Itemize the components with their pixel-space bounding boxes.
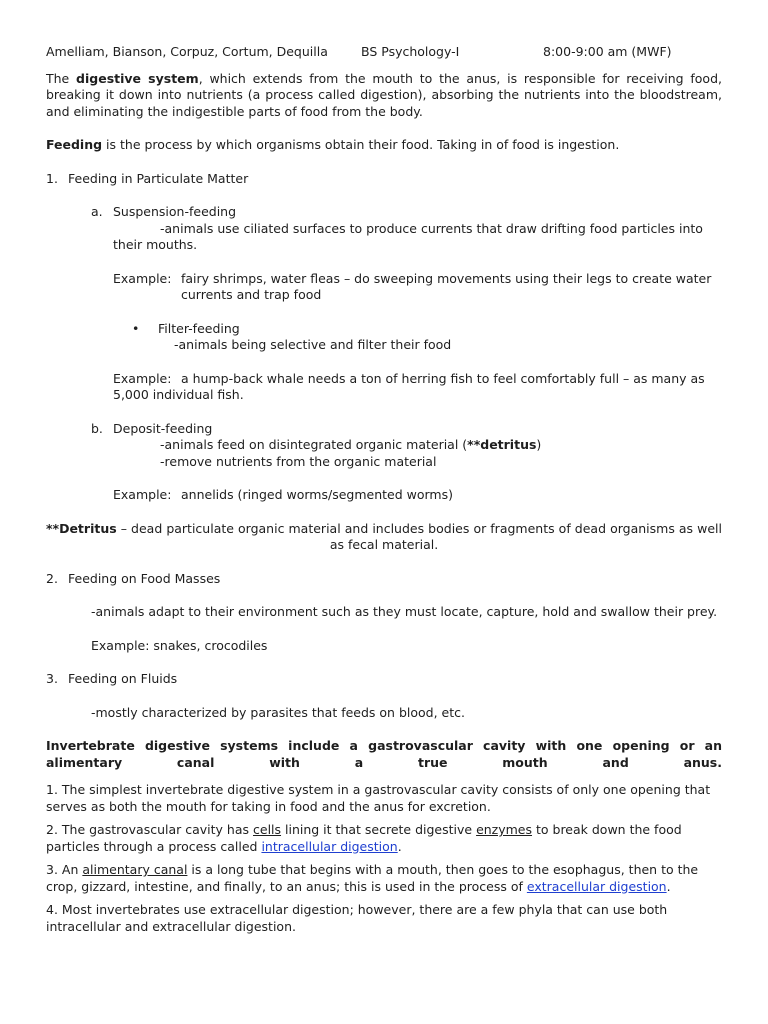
bullet-icon: • (132, 320, 140, 336)
course: BS Psychology-I (361, 44, 460, 59)
invertebrate-point-4: 4. Most invertebrates use extracellular digestion; however, there are a few phyla that can use both intracellular and extracellular digestion. (46, 902, 668, 934)
section-2-heading: 2. Feeding on Food Masses (46, 570, 221, 586)
invertebrate-heading-2: alimentary canal with a true mouth and anus. (46, 754, 722, 770)
filter-feeding-example: Example: a hump-back whale needs a ton of herring fish to feel comfortably full – as many as 5,000 individual fish. (113, 370, 705, 402)
section-3-heading: 3. Feeding on Fluids (46, 671, 178, 686)
alimentary-canal-link[interactable]: alimentary canal (82, 862, 188, 877)
intro-paragraph: The digestive system, which extends from the mouth to the anus, is responsible for receiving food, breaking it down into nutrients (a process called digestion), absorbing the nutrients into the bloodstream, and eliminating the indigestible parts of food from the body. (46, 70, 722, 119)
cells-link[interactable]: cells (253, 822, 282, 837)
detritus-definition-cont: as fecal material. (329, 537, 439, 552)
extracellular-digestion-link[interactable]: extracellular digestion (526, 878, 667, 894)
schedule: 8:00-9:00 am (MWF) (543, 44, 672, 59)
section-2-example: Example: snakes, crocodiles (91, 637, 268, 653)
invertebrate-point-2: 2. The gastrovascular cavity has cells lining it that secrete digestive enzymes to break down the food particles through a process called intracellular digestion. (46, 822, 682, 854)
feeding-term: Feeding (46, 137, 103, 152)
item-a-example: Example: fairy shrimps, water fleas – do sweeping movements using their legs to create water currents and trap food (113, 270, 712, 302)
item-a-description: -animals use ciliated surfaces to produce currents that draw drifting food particles into their mouths. (113, 220, 703, 252)
detritus-definition: **Detritus – dead particulate organic material and includes bodies or fragments of dead organisms as well (46, 520, 722, 536)
filter-feeding-description: -animals being selective and filter their food (174, 337, 452, 352)
item-b-heading: b. Deposit-feeding (91, 420, 213, 436)
intro-term: digestive system (76, 70, 199, 86)
item-b-example: Example: annelids (ringed worms/segmented worms) (113, 487, 453, 502)
enzymes-link[interactable]: enzymes (476, 822, 533, 837)
section-3-description: -mostly characterized by parasites that feeds on blood, etc. (91, 704, 465, 720)
detritus-term: **Detritus (46, 520, 117, 536)
section-2-description: -animals adapt to their environment such as they must locate, capture, hold and swallow their prey. (91, 604, 718, 619)
invertebrate-heading-1: Invertebrate digestive systems include a gastrovascular cavity with one opening or an (46, 738, 722, 753)
filter-feeding-heading: • Filter-feeding (132, 320, 240, 336)
invertebrate-point-3: 3. An alimentary canal is a long tube that begins with a mouth, then goes to the esophagus, then to the crop, gizzard, intestine, and finally, to an anus; this is used in the process of extracellular digestion. (46, 862, 699, 894)
intracellular-digestion-link[interactable]: intracellular digestion (261, 838, 398, 854)
section-1-heading: 1. Feeding in Particulate Matter (46, 170, 249, 186)
item-b-description-2: -remove nutrients from the organic material (160, 453, 437, 469)
document-header (46, 44, 722, 61)
item-b-description-1: -animals feed on disintegrated organic material (**detritus) (160, 437, 542, 452)
feeding-paragraph: Feeding is the process by which organisms obtain their food. Taking in of food is ingestion. (46, 137, 620, 152)
authors: Amelliam, Bianson, Corpuz, Cortum, Dequilla (46, 44, 328, 59)
invertebrate-point-1: 1. The simplest invertebrate digestive system in a gastrovascular cavity consists of only one opening that serves as both the mouth for taking in food and the anus for excretion. (46, 782, 711, 814)
item-a-heading: a. Suspension-feeding (91, 204, 237, 219)
